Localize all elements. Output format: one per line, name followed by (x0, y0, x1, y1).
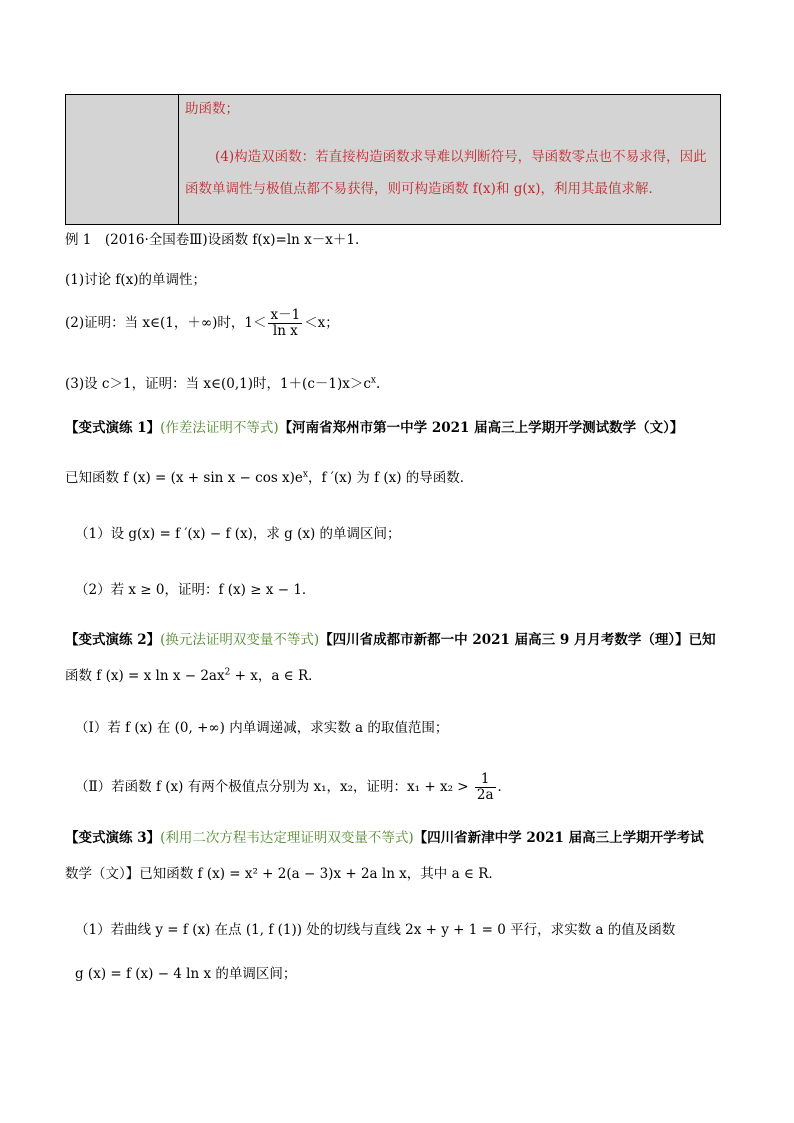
q2-text: (2)证明：当 x∈(1，＋∞)时，1＜ (65, 315, 267, 331)
example-1-q1: (1)讨论 f(x)的单调性； (65, 272, 207, 288)
drill-2-stem-text: 函数 f (x) = x ln x − 2ax (65, 668, 225, 684)
drill-3-method: (利用二次方程韦达定理证明双变量不等式) (160, 830, 414, 846)
drill-2-exponent: 2 (224, 667, 231, 678)
drill-1-exponent: x (302, 469, 308, 480)
example-1-heading: 例 1 (2016·全国卷Ⅲ)设函数 f(x)=ln x－x＋1. (65, 232, 360, 248)
example-1-q3 (65, 372, 380, 392)
fraction-denominator: ln x (272, 323, 298, 339)
drill-2-tag: 【变式演练 2】 (65, 632, 161, 648)
drill-1-stem-text: 已知函数 f (x) = (x + sin x − cos x)e (65, 470, 303, 486)
drill-1-method: (作差法证明不等式) (160, 420, 279, 436)
drill-1-stem (65, 466, 473, 486)
box-line-3: 函数单调性与极值点都不易获得，则可构造函数 f(x)和 g(x)，利用其最值求解． (185, 181, 663, 197)
drill-2-method: (换元法证明双变量不等式) (160, 632, 320, 648)
drill-1-source: 【河南省郑州市第一中学 2021 届高三上学期开学测试数学（文）】 (278, 420, 684, 436)
q3-end: . (376, 376, 381, 392)
drill-3-q1: （1）若曲线 y = f (x) 在点 (1, f (1)) 处的切线与直线 2x + y + 1 = 0 平行，求实数 a 的值及函数 (75, 922, 676, 938)
drill-2-q1: （Ⅰ）若 f (x) 在 (0, +∞) 内单调递减，求实数 a 的取值范围； (75, 720, 449, 736)
drill-2-source: 【四川省成都市新都一中 2021 届高三 9 月月考数学（理）】已知 (319, 632, 716, 648)
example-1-q2 (65, 308, 339, 339)
drill-2-heading (65, 628, 716, 648)
drill-1-heading (65, 416, 683, 436)
q2-tail: ＜x； (304, 315, 339, 331)
drill-2-q2-text: （Ⅱ）若函数 f (x) 有两个极值点分别为 x₁，x₂，证明：x₁ + x₂ > (75, 779, 473, 795)
drill-3-source: 【四川省新津中学 2021 届高三上学期开学考试 (413, 830, 704, 846)
drill-2-stem (65, 664, 322, 684)
q3-exponent: x (370, 375, 376, 386)
drill-3-tag: 【变式演练 3】 (65, 830, 161, 846)
fraction (475, 772, 496, 803)
q3-text: (3)设 c＞1，证明：当 x∈(0,1)时，1＋(c－1)x＞c (65, 376, 371, 392)
drill-2-q2 (75, 772, 511, 803)
drill-1-tag: 【变式演练 1】 (65, 420, 161, 436)
fraction-denominator: 2a (476, 787, 494, 803)
drill-2-q2-tail: ． (497, 779, 512, 795)
box-line-1: 助函数； (185, 101, 239, 117)
drill-1-q1: （1）设 g(x) = f ′(x) − f (x)，求 g (x) 的单调区间； (75, 526, 401, 542)
drill-1-stem-tail: ，f ′(x) 为 f (x) 的导函数． (308, 470, 474, 486)
drill-3-q1-cont: g (x) = f (x) − 4 ln x 的单调区间； (75, 966, 297, 982)
fraction-numerator: 1 (475, 772, 496, 788)
fraction-numerator: x－1 (270, 307, 301, 323)
fraction (268, 308, 302, 339)
drill-3-stem: 数学（文）】已知函数 f (x) = x² + 2(a − 3)x + 2a ln x，其中 a ∈ R． (65, 866, 502, 882)
drill-3-heading (65, 826, 704, 846)
box-line-2: (4)构造双函数：若直接构造函数求导难以判断符号，导函数零点也不易求得，因此 (215, 149, 707, 165)
drill-2-stem-tail: + x，a ∈ R． (230, 668, 322, 684)
method-summary-table (65, 94, 721, 225)
drill-1-q2: （2）若 x ≥ 0，证明：f (x) ≥ x − 1． (75, 582, 316, 598)
table-left-cell (66, 95, 179, 224)
table-right-cell (179, 95, 720, 224)
